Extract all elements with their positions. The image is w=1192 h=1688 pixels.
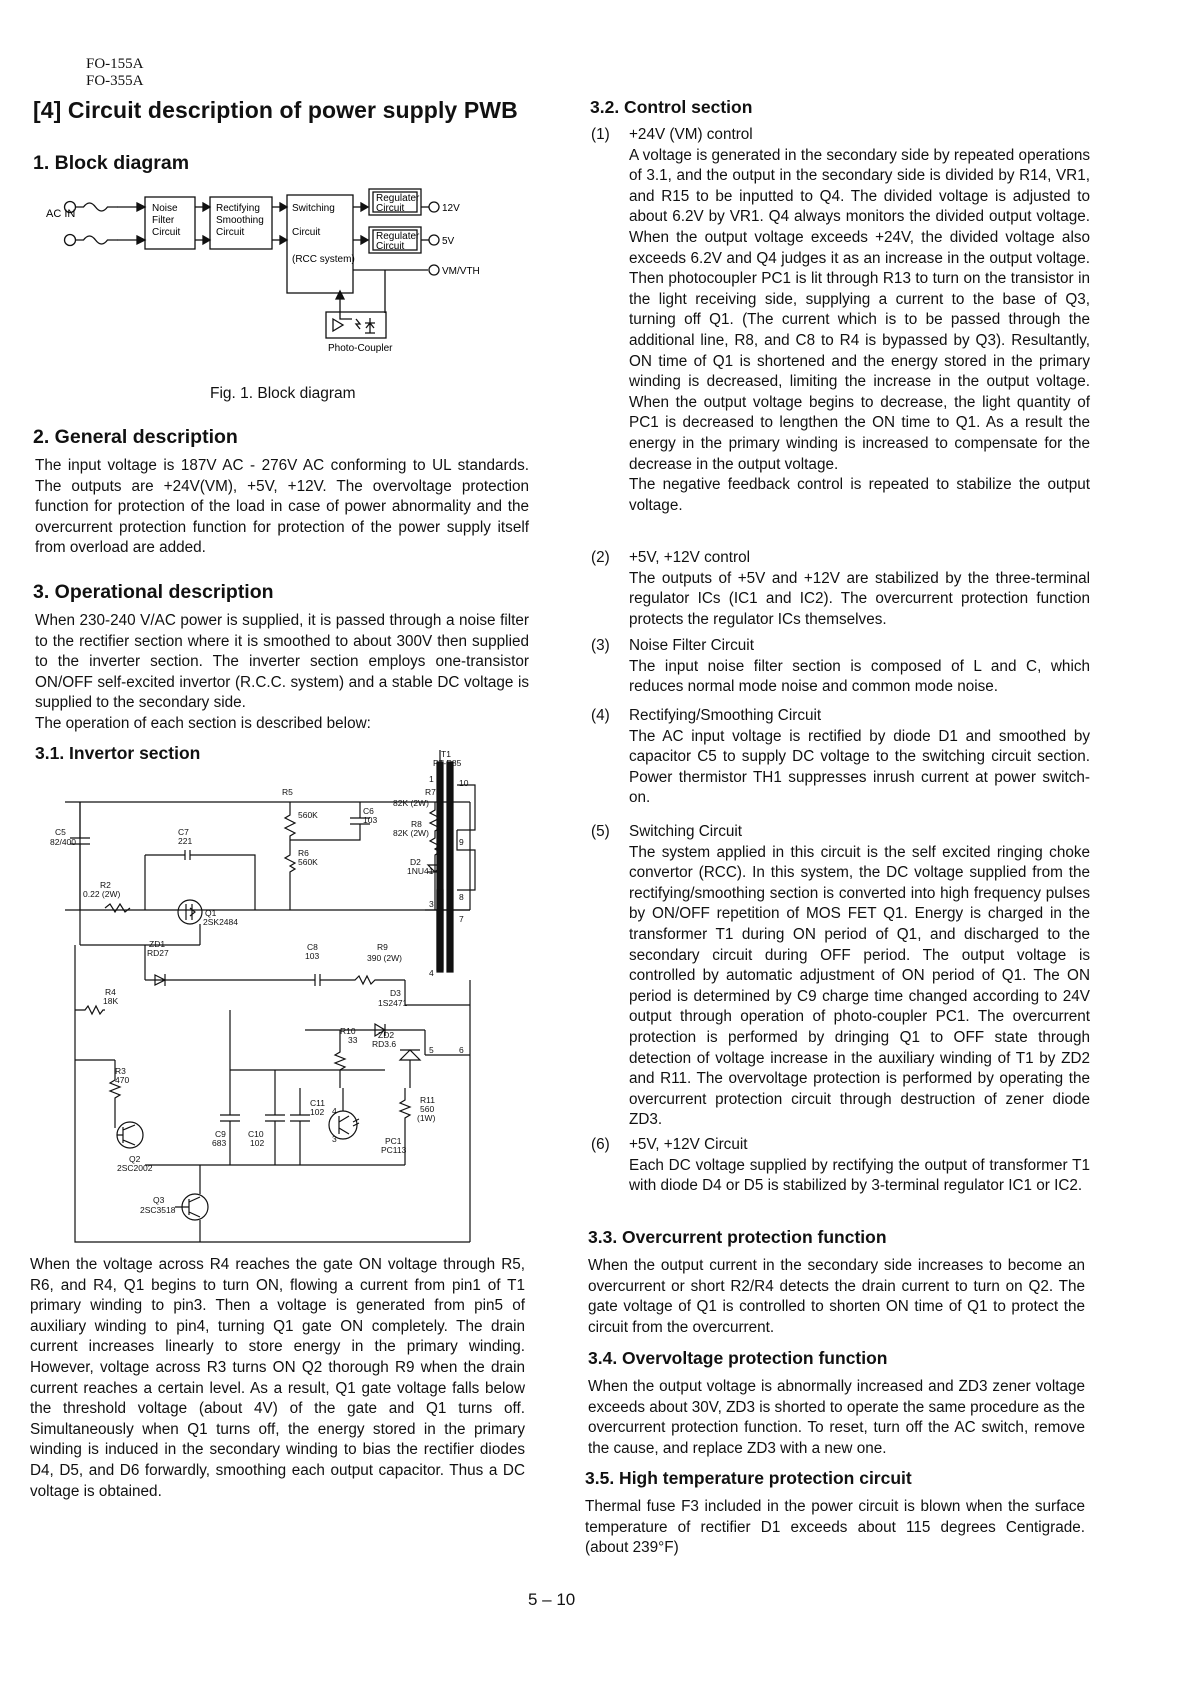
noise-filter-line2: Filter [152, 215, 175, 226]
r3-value: 470 [115, 1075, 130, 1085]
control-item-1 [591, 125, 1090, 540]
t1-pin-5: 5 [429, 1045, 434, 1055]
pc1-pin-4: 4 [332, 1106, 337, 1116]
control-item-6 [591, 1135, 1090, 1225]
r5-label: R5 [282, 787, 293, 797]
control-item-1-heading: +24V (VM) control [629, 126, 753, 143]
schematic-labels [50, 749, 469, 1215]
c8-label: C8 [307, 942, 318, 952]
switching-line2: Circuit [292, 227, 321, 238]
t1-pin-9: 9 [459, 837, 464, 847]
zd2-label: ZD2 [378, 1030, 395, 1040]
control-item-1-number: (1) [591, 126, 610, 143]
general-text: The input voltage is 187V AC - 276V AC conforming to UL standards. The outputs are +24V(VM), +5V, +12V. The overvoltage protection function for protection of the load in case of power abnormality and the overcurrent protection function for protection of the power supply itself from overload are added. [35, 457, 529, 557]
c9-value: 683 [212, 1138, 227, 1148]
rectifying-line1: Rectifying [216, 203, 260, 214]
overcurrent-heading: 3.3. Overcurrent protection function [588, 1227, 887, 1247]
control-item-6-number: (6) [591, 1136, 610, 1153]
q2-value: 2SC2002 [117, 1163, 153, 1173]
c9-label: C9 [215, 1129, 226, 1139]
invertor-heading: 3.1. Invertor section [35, 743, 201, 763]
r6-label: R6 [298, 848, 309, 858]
rectifying-line2: Smoothing [216, 215, 264, 226]
t1-label: T1 [441, 749, 451, 759]
control-item-3-number: (3) [591, 637, 610, 654]
overcurrent-text: When the output current in the secondary side increases to become an overcurrent or short R2/R4 detects the drain current to turn on Q2. The gate voltage of Q1 is controlled to shorten ON time of Q1 to protect the circuit from the overcurrent. [588, 1257, 1085, 1336]
c11-label: C11 [310, 1098, 325, 1108]
r4-label: R4 [105, 987, 116, 997]
regulator1-line1: Regulater [376, 193, 420, 204]
output-vm-label: VM/VTH [442, 266, 480, 277]
control-item-1-text: A voltage is generated in the secondary side by repeated operations of 3.1, and the output in the secondary side is divided by R14, VR1, and R15 to be inputted to Q4. The divided voltage is adjusted to about 6.2V by VR1. Q4 always monitors the divided output voltage. When the output voltage exceeds +24V, the divided voltage also exceeds 6.2V and Q4 judges it as an increase in the output voltage. Then photocoupler PC1 is lit through R13 to turn on the transistor in the light receiving side, supplying a current to the base of Q3, turning off Q1. (The current which is to be passed through the additional line, R8, and C8 to R4 is bypassed by Q3). Resultantly, ON time of Q1 is shortened and the energy stored in the primary winding is decreased, limiting the increase in the output voltage. When the output voltage begins to decrease, the light quantity of PC1 is decreased to lengthen the ON time to Q1. As a result the energy in the primary winding is increased to compensate for the decrease in the output voltage. [629, 146, 1090, 473]
control-item-3-text: The input noise filter section is composed of L and C, which reduces normal mode noise and common mode noise. [629, 657, 1090, 696]
r6-value: 560K [298, 857, 318, 867]
block-diagram [40, 185, 530, 365]
r10-label: R10 [340, 1026, 356, 1036]
r8-value: 82K (2W) [393, 828, 429, 838]
control-item-2-text: The outputs of +5V and +12V are stabilized by the three-terminal regulator ICs (IC1 and IC2). The overcurrent protection function protects the regulator ICs themselves. [629, 569, 1090, 628]
pc1-value: PC113 [381, 1145, 407, 1155]
pc1-pin-3: 3 [332, 1134, 337, 1144]
c7-label: C7 [178, 827, 189, 837]
switching-line3: (RCC system) [292, 254, 355, 265]
r9-value: 390 (2W) [367, 953, 402, 963]
pc1-label: PC1 [385, 1136, 402, 1146]
block-diagram-caption: Fig. 1. Block diagram [210, 385, 356, 402]
t1-part: PT-P85 [433, 758, 462, 768]
control-item-3-heading: Noise Filter Circuit [629, 637, 754, 654]
d2-label: D2 [410, 857, 421, 867]
c10-label: C10 [248, 1129, 264, 1139]
operational-heading: 3. Operational description [33, 581, 274, 603]
q3-value: 2SC3518 [140, 1205, 176, 1215]
c10-value: 102 [250, 1138, 265, 1148]
operational-text2: The operation of each section is described below: [35, 714, 371, 732]
block-diagram-heading: 1. Block diagram [33, 152, 190, 174]
r11-value: 560 [420, 1104, 435, 1114]
c5-value: 82/400 [50, 837, 76, 847]
c8-value: 103 [305, 951, 320, 961]
r11-wattage: (1W) [417, 1113, 436, 1123]
t1-pin-10: 10 [459, 778, 469, 788]
control-item-2-number: (2) [591, 549, 610, 566]
noise-filter-line3: Circuit [152, 227, 181, 238]
t1-pin-1: 1 [429, 774, 434, 784]
control-item-4 [591, 706, 1090, 816]
invertor-text: When the voltage across R4 reaches the gate ON voltage through R5, R6, and R4, Q1 begins to turn ON, flowing a current from pin1 of T1 primary winding to pin3. Then a voltage is generated from pin5 of auxiliary winding to pin4, turning Q1 gate ON completely. The drain current increases linearly to store energy in the primary winding. However, voltage across R3 turns ON Q2 thorough R9 when the drain current reaches a certain level. As a result, Q1 gate voltage falls below the threshold voltage (about 4V) of the gate and Q1 turns off. Simultaneously when Q1 turns off, the energy stored in the primary winding is induced in the secondary winding to bias the rectifier diodes D4, D5, and D6 forwardly, smoothing each output capacitor. Thus a DC voltage is obtained. [30, 1256, 525, 1500]
t1-pin-6: 6 [459, 1045, 464, 1055]
r11-label: R11 [420, 1095, 435, 1105]
operational-text: When 230-240 V/AC power is supplied, it is passed through a noise filter to the rectifier section where it is smoothed to about 300V then supplied to the inverter section. The inverter section employs one-transistor ON/OFF self-excited invertor (R.C.C. system) and a stable DC voltage is supplied to the secondary side. [35, 612, 529, 712]
operational-text-block [35, 611, 529, 735]
page-title: [4] Circuit description of power supply PWB [33, 97, 518, 123]
photocoupler-label: Photo-Coupler [328, 343, 393, 354]
control-item-4-heading: Rectifying/Smoothing Circuit [629, 707, 822, 724]
regulator1-line2: Circuit [376, 203, 405, 214]
c6-value: 103 [363, 815, 378, 825]
control-item-6-heading: +5V, +12V Circuit [629, 1136, 748, 1153]
t1-pin-4: 4 [429, 968, 434, 978]
control-item-5-number: (5) [591, 823, 610, 840]
r4-value: 18K [103, 996, 119, 1006]
general-heading: 2. General description [33, 426, 238, 448]
hightemp-heading: 3.5. High temperature protection circuit [585, 1468, 912, 1488]
t1-pin-8: 8 [459, 892, 464, 902]
zd1-value: RD27 [147, 948, 169, 958]
control-item-1-text2: The negative feedback control is repeated to stabilize the output voltage. [629, 476, 1090, 514]
page-number: 5 – 10 [528, 1590, 576, 1609]
r8-label: R8 [411, 819, 422, 829]
control-item-6-text: Each DC voltage supplied by rectifying the output of transformer T1 with diode D4 or D5 is stabilized by 3-terminal regulator IC1 or IC2. [629, 1156, 1090, 1195]
control-item-5-heading: Switching Circuit [629, 823, 743, 840]
c7-value: 221 [178, 836, 193, 846]
q3-label: Q3 [153, 1195, 165, 1205]
output-5v-label: 5V [442, 236, 455, 247]
d3-value: 1S2471 [378, 998, 408, 1008]
control-item-5 [591, 822, 1090, 1127]
r7-value: 82K (2W) [393, 798, 429, 808]
ac-in-label: AC IN [46, 208, 76, 220]
c6-label: C6 [363, 806, 374, 816]
control-item-3 [591, 636, 1090, 700]
q2-label: Q2 [129, 1154, 141, 1164]
control-item-2 [591, 548, 1090, 628]
control-item-5-text: The system applied in this circuit is the self excited ringing choke convertor (RCC). In this system, the DC voltage supplied from the rectifying/smoothing section is converted into high frequency pulses by ON/OFF repetition of MOS FET Q1. Energy is charged in the transformer T1 during ON period of Q1, and discharged to the secondary circuit during OFF period. The output voltage is controlled by automatic adjustment of ON period of Q1. The ON period is determined by C9 charge time changed according to 24V output through operation of photo-coupler PC1. The overcurrent protection is performed by dringing Q1 to OFF state through detection of voltage increase in the auxiliary winding of T1 by ZD2 and R11. The overvoltage protection is performed by operating the overcurrent protection circuit through destruction of zener diode ZD3. [629, 843, 1090, 1129]
r2-value: 0.22 (2W) [83, 889, 121, 899]
output-12v-label: 12V [442, 203, 460, 214]
model-number-2: FO-355A [86, 73, 144, 89]
r5-value: 560K [298, 810, 318, 820]
q1-label: Q1 [205, 908, 217, 918]
r3-label: R3 [115, 1066, 126, 1076]
r9-label: R9 [377, 942, 388, 952]
q1-value: 2SK2484 [203, 917, 238, 927]
control-item-4-number: (4) [591, 707, 610, 724]
control-heading: 3.2. Control section [590, 97, 753, 117]
c11-value: 102 [310, 1107, 325, 1117]
regulator2-line1: Regulater [376, 231, 420, 242]
t1-pin-3: 3 [429, 899, 434, 909]
d2-value: 1NU41 [407, 866, 434, 876]
c5-label: C5 [55, 827, 66, 837]
regulator2-line2: Circuit [376, 241, 405, 252]
d3-label: D3 [390, 988, 401, 998]
r10-value: 33 [348, 1035, 358, 1045]
noise-filter-line1: Noise [152, 203, 178, 214]
zd2-value: RD3.6 [372, 1039, 397, 1049]
hightemp-text: Thermal fuse F3 included in the power circuit is blown when the surface temperature of rectifier D1 exceeds about 115 degrees Centigrade. (about 239°F) [585, 1498, 1085, 1557]
switching-line1: Switching [292, 203, 335, 214]
zd1-label: ZD1 [149, 939, 166, 949]
overvoltage-text: When the output voltage is abnormally increased and ZD3 zener voltage exceeds about 30V, ZD3 is shorted to operate the same procedure as the overcurrent protection function. To reset, turn off the AC switch, remove the cause, and replace ZD3 with a new one. [588, 1378, 1085, 1457]
r7-label: R7 [425, 787, 436, 797]
rectifying-line3: Circuit [216, 227, 245, 238]
control-item-4-text: The AC input voltage is rectified by diode D1 and smoothed by capacitor C5 to supply DC voltage to the switching circuit section. Power thermistor TH1 suppresses inrush current at power switch-on. [629, 727, 1090, 807]
model-number-1: FO-155A [86, 56, 144, 72]
r2-label: R2 [100, 880, 111, 890]
control-item-2-heading: +5V, +12V control [629, 549, 751, 566]
t1-pin-7: 7 [459, 914, 464, 924]
overvoltage-heading: 3.4. Overvoltage protection function [588, 1348, 888, 1368]
